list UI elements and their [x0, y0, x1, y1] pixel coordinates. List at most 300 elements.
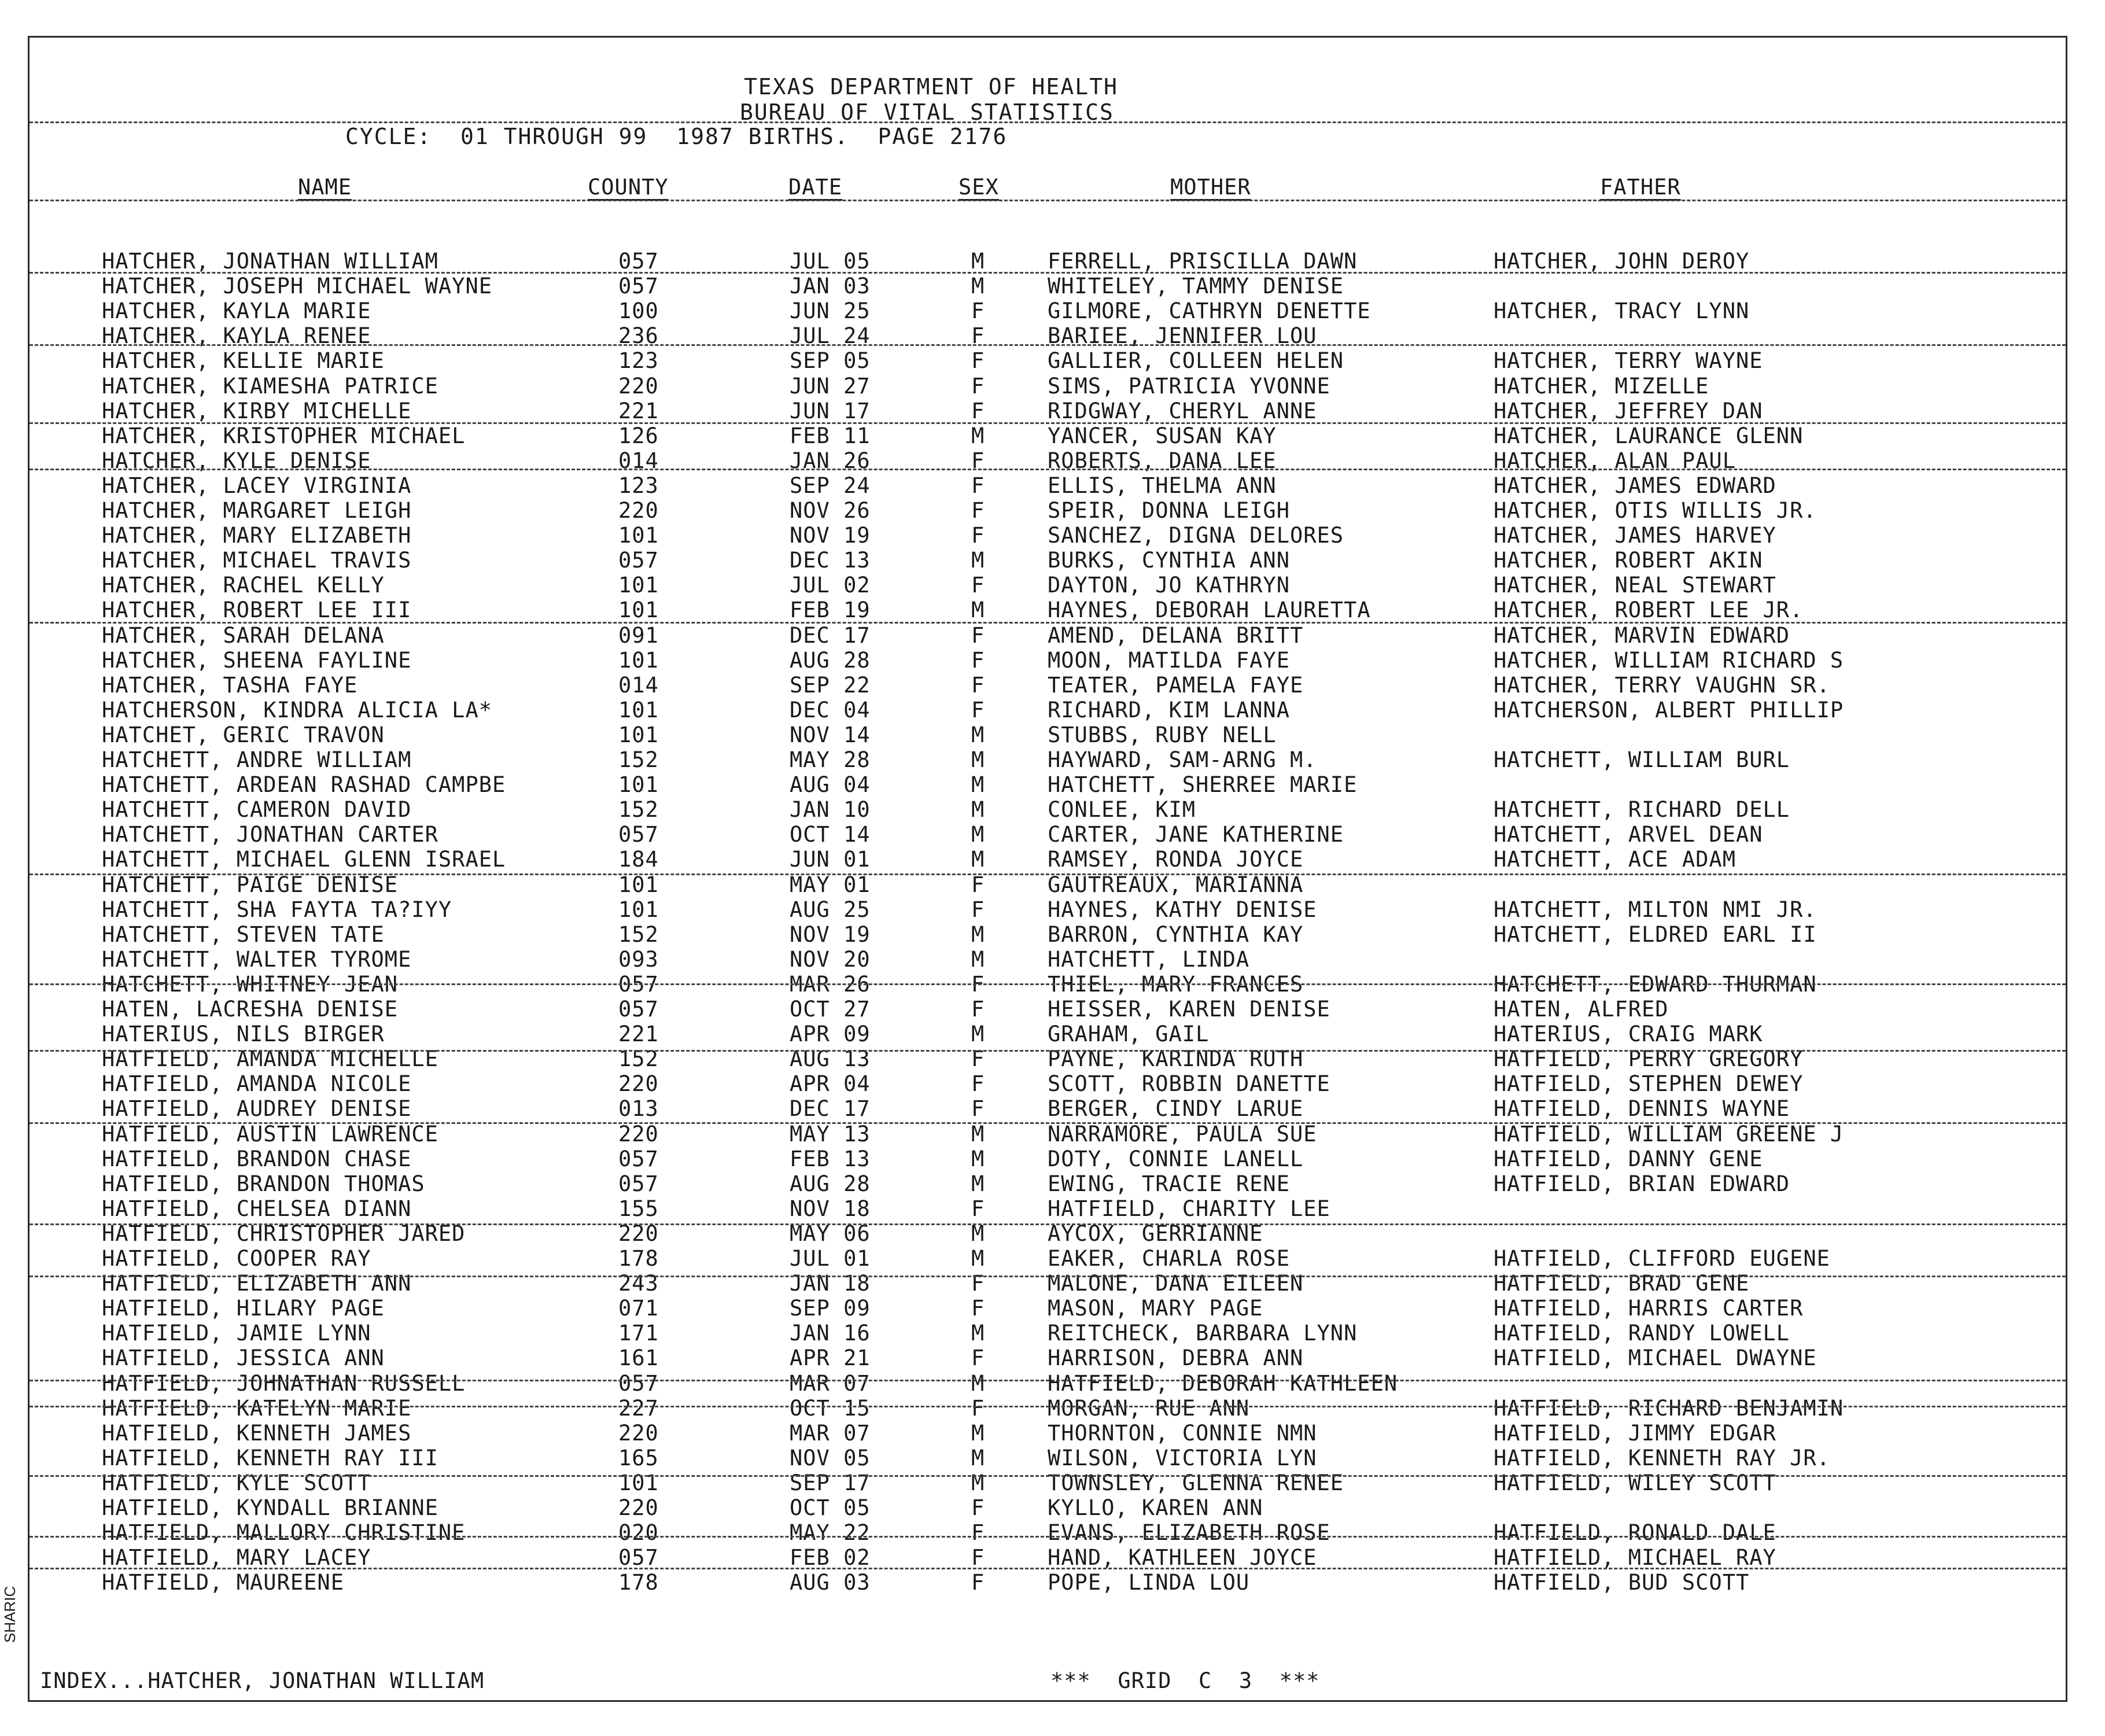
cell-sex: F [971, 298, 985, 324]
cell-county: 178 [618, 1570, 659, 1595]
cell-date: DEC 04 [790, 697, 871, 723]
column-header-date: DATE [788, 175, 843, 200]
cell-sex: M [971, 747, 985, 772]
cell-county: 093 [618, 946, 659, 972]
cell-date: MAR 07 [790, 1420, 871, 1446]
cell-date: JAN 18 [790, 1271, 871, 1296]
cell-sex: F [971, 1296, 985, 1321]
cell-county: 057 [618, 548, 659, 573]
cell-county: 057 [618, 274, 659, 299]
cell-sex: F [971, 1271, 985, 1296]
cell-name: HATFIELD, JAMIE LYNN [102, 1321, 371, 1346]
cell-name: HATFIELD, CHELSEA DIANN [102, 1196, 412, 1221]
cell-sex: M [971, 1146, 985, 1171]
cell-county: 057 [618, 971, 659, 997]
form-rule-line [30, 1223, 2066, 1225]
cell-name: HATCHER, KAYLA RENEE [102, 323, 371, 349]
cell-sex: F [971, 1395, 985, 1421]
cell-date: MAY 22 [790, 1520, 871, 1546]
cell-date: FEB 02 [790, 1545, 871, 1571]
cell-father: HATCHETT, MILTON NMI JR. [1494, 897, 1817, 922]
cell-mother: GILMORE, CATHRYN DENETTE [1048, 298, 1371, 324]
cell-mother: MOON, MATILDA FAYE [1048, 647, 1290, 673]
cell-father: HATCHER, MIZELLE [1494, 373, 1709, 399]
cell-mother: REITCHECK, BARBARA LYNN [1048, 1321, 1358, 1346]
cell-county: 101 [618, 598, 659, 623]
cell-sex: M [971, 1470, 985, 1495]
cell-mother: SIMS, PATRICIA YVONNE [1048, 373, 1330, 399]
column-header-sex: SEX [959, 175, 999, 200]
cell-date: SEP 22 [790, 672, 871, 698]
cell-sex: M [971, 598, 985, 623]
cell-name: HATCHER, MICHAEL TRAVIS [102, 548, 412, 573]
cell-date: AUG 25 [790, 897, 871, 922]
cell-sex: F [971, 498, 985, 523]
cell-date: MAY 28 [790, 747, 871, 772]
cell-father: HATCHER, JEFFREY DAN [1494, 398, 1763, 423]
form-rule-line [30, 422, 2066, 424]
cell-sex: M [971, 1445, 985, 1470]
form-rule-line [30, 121, 2066, 123]
cell-sex: M [971, 423, 985, 448]
cell-sex: M [971, 1171, 985, 1196]
cell-date: JUL 24 [790, 323, 871, 349]
cell-name: HATFIELD, CHRISTOPHER JARED [102, 1221, 466, 1246]
cell-mother: GRAHAM, GAIL [1048, 1022, 1210, 1047]
cell-father: HATCHER, ALAN PAUL [1494, 448, 1736, 473]
cell-name: HATCHER, JONATHAN WILLIAM [102, 249, 438, 274]
cell-mother: TEATER, PAMELA FAYE [1048, 672, 1304, 698]
cell-father: HATFIELD, RANDY LOWELL [1494, 1321, 1790, 1346]
cell-name: HATERIUS, NILS BIRGER [102, 1022, 385, 1047]
cell-name: HATCHETT, MICHAEL GLENN ISRAEL [102, 847, 506, 872]
cell-mother: HAYNES, DEBORAH LAURETTA [1048, 598, 1371, 623]
cell-name: HATFIELD, JOHNATHAN RUSSELL [102, 1370, 466, 1396]
cell-sex: M [971, 249, 985, 274]
cell-county: 091 [618, 622, 659, 648]
cell-father: HATCHETT, EDWARD THURMAN [1494, 971, 1817, 997]
cell-name: HATCHER, KELLIE MARIE [102, 348, 385, 374]
cell-name: HATFIELD, KYLE SCOTT [102, 1470, 371, 1495]
cell-father: HATCHER, NEAL STEWART [1494, 573, 1776, 598]
cell-county: 220 [618, 1071, 659, 1097]
cell-mother: BARIEE, JENNIFER LOU [1048, 323, 1317, 349]
cell-sex: M [971, 1370, 985, 1396]
cell-father: HATFIELD, DANNY GENE [1494, 1146, 1763, 1171]
cell-mother: MORGAN, RUE ANN [1048, 1395, 1250, 1421]
cell-date: FEB 11 [790, 423, 871, 448]
cell-date: OCT 05 [790, 1495, 871, 1520]
cell-name: HATCHETT, SHA FAYTA TA?IYY [102, 897, 452, 922]
cell-name: HATCHER, RACHEL KELLY [102, 573, 385, 598]
cell-name: HATFIELD, HILARY PAGE [102, 1296, 385, 1321]
cell-mother: HEISSER, KAREN DENISE [1048, 997, 1330, 1022]
form-rule-line [30, 1276, 2066, 1277]
cell-sex: M [971, 797, 985, 823]
side-tag: SHARIC [1, 1586, 19, 1643]
cell-mother: THORNTON, CONNIE NMN [1048, 1420, 1317, 1446]
cell-county: 101 [618, 772, 659, 798]
cell-date: DEC 17 [790, 622, 871, 648]
form-rule-line [30, 622, 2066, 624]
cell-father: HATCHETT, ELDRED EARL II [1494, 922, 1817, 947]
cell-name: HATFIELD, KYNDALL BRIANNE [102, 1495, 438, 1520]
cell-father: HATFIELD, MICHAEL DWAYNE [1494, 1346, 1817, 1371]
cell-mother: CONLEE, KIM [1048, 797, 1196, 823]
column-header-mother: MOTHER [1170, 175, 1251, 200]
cell-father: HATCHER, JAMES EDWARD [1494, 473, 1776, 498]
cell-county: 057 [618, 249, 659, 274]
cell-date: MAR 07 [790, 1370, 871, 1396]
cell-date: OCT 14 [790, 822, 871, 847]
cell-sex: F [971, 622, 985, 648]
cell-mother: HATCHETT, LINDA [1048, 946, 1250, 972]
cell-sex: M [971, 946, 985, 972]
cell-name: HATCHETT, WHITNEY JEAN [102, 971, 399, 997]
cell-name: HATFIELD, ELIZABETH ANN [102, 1271, 412, 1296]
cell-date: OCT 27 [790, 997, 871, 1022]
cell-sex: F [971, 872, 985, 897]
cell-mother: WHITELEY, TAMMY DENISE [1048, 274, 1344, 299]
cell-father: HATCHETT, RICHARD DELL [1494, 797, 1790, 823]
cell-father: HATCHER, ROBERT LEE JR. [1494, 598, 1804, 623]
cell-county: 101 [618, 1470, 659, 1495]
cell-sex: F [971, 573, 985, 598]
cell-mother: CARTER, JANE KATHERINE [1048, 822, 1344, 847]
cell-father: HATFIELD, RICHARD BENJAMIN [1494, 1395, 1844, 1421]
cell-name: HATCHERSON, KINDRA ALICIA LA* [102, 697, 493, 723]
cell-name: HATCHETT, JONATHAN CARTER [102, 822, 438, 847]
cell-sex: M [971, 1121, 985, 1147]
department-title: TEXAS DEPARTMENT OF HEALTH [744, 74, 1118, 99]
form-rule-line [30, 1475, 2066, 1477]
cell-sex: F [971, 1196, 985, 1221]
cell-date: SEP 17 [790, 1470, 871, 1495]
column-header-name: NAME [298, 175, 352, 200]
cell-sex: M [971, 1022, 985, 1047]
cell-date: SEP 05 [790, 348, 871, 374]
cell-date: NOV 19 [790, 922, 871, 947]
cell-name: HATCHER, JOSEPH MICHAEL WAYNE [102, 274, 493, 299]
cell-mother: KYLLO, KAREN ANN [1048, 1495, 1263, 1520]
cell-county: 152 [618, 797, 659, 823]
cell-mother: RAMSEY, RONDA JOYCE [1048, 847, 1304, 872]
cell-date: AUG 28 [790, 647, 871, 673]
cell-father: HATEN, ALFRED [1494, 997, 1669, 1022]
cell-date: APR 21 [790, 1346, 871, 1371]
cell-name: HATCHETT, WALTER TYROME [102, 946, 412, 972]
cell-county: 014 [618, 672, 659, 698]
cell-county: 101 [618, 523, 659, 548]
cell-county: 071 [618, 1296, 659, 1321]
cell-date: AUG 04 [790, 772, 871, 798]
cell-date: APR 04 [790, 1071, 871, 1097]
cell-date: JUL 01 [790, 1246, 871, 1271]
cell-name: HATCHER, ROBERT LEE III [102, 598, 412, 623]
cell-father: HATCHER, LAURANCE GLENN [1494, 423, 1804, 448]
cell-mother: STUBBS, RUBY NELL [1048, 722, 1277, 747]
cell-father: HATCHETT, WILLIAM BURL [1494, 747, 1790, 772]
cell-county: 184 [618, 847, 659, 872]
cell-name: HATCHER, SARAH DELANA [102, 622, 385, 648]
cell-father: HATFIELD, CLIFFORD EUGENE [1494, 1246, 1830, 1271]
cell-name: HATFIELD, MALLORY CHRISTINE [102, 1520, 466, 1546]
cell-date: AUG 03 [790, 1570, 871, 1595]
cell-date: JAN 26 [790, 448, 871, 473]
cell-date: FEB 19 [790, 598, 871, 623]
cell-county: 101 [618, 872, 659, 897]
cell-name: HATCHET, GERIC TRAVON [102, 722, 385, 747]
cell-sex: F [971, 523, 985, 548]
cell-county: 057 [618, 1171, 659, 1196]
cell-sex: F [971, 971, 985, 997]
cell-date: JUN 17 [790, 398, 871, 423]
cell-mother: ROBERTS, DANA LEE [1048, 448, 1277, 473]
cell-mother: NARRAMORE, PAULA SUE [1048, 1121, 1317, 1147]
cell-mother: HAND, KATHLEEN JOYCE [1048, 1545, 1317, 1571]
cell-sex: M [971, 922, 985, 947]
cell-county: 101 [618, 722, 659, 747]
cell-county: 221 [618, 1022, 659, 1047]
form-rule-line [30, 1406, 2066, 1407]
cell-name: HATFIELD, KATELYN MARIE [102, 1395, 412, 1421]
cell-date: MAY 06 [790, 1221, 871, 1246]
cell-sex: F [971, 897, 985, 922]
cell-name: HATFIELD, MAUREENE [102, 1570, 344, 1595]
form-rule-line [30, 344, 2066, 346]
cell-mother: HARRISON, DEBRA ANN [1048, 1346, 1304, 1371]
cell-father: HATFIELD, BRAD GENE [1494, 1271, 1750, 1296]
column-header-county: COUNTY [588, 175, 669, 200]
cell-mother: RIDGWAY, CHERYL ANNE [1048, 398, 1317, 423]
cell-name: HATFIELD, AUDREY DENISE [102, 1096, 412, 1122]
cell-county: 243 [618, 1271, 659, 1296]
cell-mother: DAYTON, JO KATHRYN [1048, 573, 1290, 598]
cell-father: HATCHERSON, ALBERT PHILLIP [1494, 697, 1844, 723]
cell-date: JUN 27 [790, 373, 871, 399]
cell-name: HATFIELD, KENNETH JAMES [102, 1420, 412, 1446]
cell-date: DEC 13 [790, 548, 871, 573]
cell-name: HATCHER, TASHA FAYE [102, 672, 358, 698]
cell-mother: BURKS, CYNTHIA ANN [1048, 548, 1290, 573]
cell-name: HATFIELD, MARY LACEY [102, 1545, 371, 1571]
cell-county: 155 [618, 1196, 659, 1221]
cell-name: HATCHER, KIAMESHA PATRICE [102, 373, 438, 399]
form-rule-line [30, 1050, 2066, 1052]
cell-mother: GALLIER, COLLEEN HELEN [1048, 348, 1344, 374]
cell-father: HATCHER, TERRY WAYNE [1494, 348, 1763, 374]
cell-date: NOV 20 [790, 946, 871, 972]
cell-mother: AMEND, DELANA BRITT [1048, 622, 1304, 648]
grid-footer: *** GRID C 3 *** [1050, 1668, 1320, 1693]
cell-name: HATCHER, SHEENA FAYLINE [102, 647, 412, 673]
cell-county: 220 [618, 498, 659, 523]
cell-mother: HATCHETT, SHERREE MARIE [1048, 772, 1358, 798]
cell-father: HATCHETT, ARVEL DEAN [1494, 822, 1763, 847]
cell-mother: EAKER, CHARLA ROSE [1048, 1246, 1290, 1271]
cell-sex: M [971, 822, 985, 847]
form-rule-line [30, 1536, 2066, 1538]
cell-date: JUN 25 [790, 298, 871, 324]
cell-sex: M [971, 1221, 985, 1246]
cell-name: HATCHER, MARY ELIZABETH [102, 523, 412, 548]
cell-father: HATCHER, TRACY LYNN [1494, 298, 1750, 324]
cell-name: HATEN, LACRESHA DENISE [102, 997, 399, 1022]
cell-mother: TOWNSLEY, GLENNA RENEE [1048, 1470, 1344, 1495]
cell-county: 057 [618, 822, 659, 847]
cell-county: 220 [618, 373, 659, 399]
form-rule-line [30, 1380, 2066, 1381]
cell-name: HATCHETT, ANDRE WILLIAM [102, 747, 412, 772]
cell-sex: M [971, 274, 985, 299]
cell-date: MAY 13 [790, 1121, 871, 1147]
cell-name: HATCHETT, STEVEN TATE [102, 922, 385, 947]
cell-mother: PAYNE, KARINDA RUTH [1048, 1046, 1304, 1072]
cell-name: HATCHETT, CAMERON DAVID [102, 797, 412, 823]
cell-father: HATCHER, OTIS WILLIS JR. [1494, 498, 1817, 523]
cell-mother: WILSON, VICTORIA LYN [1048, 1445, 1317, 1470]
cell-name: HATCHETT, PAIGE DENISE [102, 872, 399, 897]
cell-sex: F [971, 697, 985, 723]
cell-date: APR 09 [790, 1022, 871, 1047]
cell-sex: M [971, 847, 985, 872]
cell-county: 220 [618, 1420, 659, 1446]
cell-date: JAN 16 [790, 1321, 871, 1346]
cell-county: 123 [618, 348, 659, 374]
cell-county: 171 [618, 1321, 659, 1346]
cell-name: HATFIELD, AUSTIN LAWRENCE [102, 1121, 438, 1147]
cell-father: HATCHER, MARVIN EDWARD [1494, 622, 1790, 648]
cell-father: HATCHETT, ACE ADAM [1494, 847, 1736, 872]
cell-father: HATCHER, ROBERT AKIN [1494, 548, 1763, 573]
cell-name: HATCHER, KYLE DENISE [102, 448, 371, 473]
cell-county: 057 [618, 1146, 659, 1171]
cell-father: HATCHER, JOHN DEROY [1494, 249, 1750, 274]
cell-date: SEP 24 [790, 473, 871, 498]
cell-county: 123 [618, 473, 659, 498]
cell-father: HATCHER, JAMES HARVEY [1494, 523, 1776, 548]
cell-name: HATCHETT, ARDEAN RASHAD CAMPBE [102, 772, 506, 798]
cell-mother: SCOTT, ROBBIN DANETTE [1048, 1071, 1330, 1097]
cell-date: NOV 14 [790, 722, 871, 747]
cell-father: HATFIELD, HARRIS CARTER [1494, 1296, 1804, 1321]
cell-name: HATFIELD, KENNETH RAY III [102, 1445, 438, 1470]
cell-county: 220 [618, 1121, 659, 1147]
cell-sex: M [971, 548, 985, 573]
cell-father: HATFIELD, PERRY GREGORY [1494, 1046, 1804, 1072]
cell-county: 220 [618, 1495, 659, 1520]
cell-father: HATERIUS, CRAIG MARK [1494, 1022, 1763, 1047]
cell-mother: AYCOX, GERRIANNE [1048, 1221, 1263, 1246]
cell-mother: SANCHEZ, DIGNA DELORES [1048, 523, 1344, 548]
cell-father: HATFIELD, WILLIAM GREENE J [1494, 1121, 1844, 1147]
cell-mother: MASON, MARY PAGE [1048, 1296, 1263, 1321]
cell-date: NOV 05 [790, 1445, 871, 1470]
cell-mother: ELLIS, THELMA ANN [1048, 473, 1277, 498]
cell-date: AUG 13 [790, 1046, 871, 1072]
cell-county: 057 [618, 997, 659, 1022]
cell-county: 100 [618, 298, 659, 324]
cell-sex: F [971, 398, 985, 423]
cell-sex: F [971, 1495, 985, 1520]
cell-date: JUL 02 [790, 573, 871, 598]
cell-date: JUN 01 [790, 847, 871, 872]
cell-county: 101 [618, 573, 659, 598]
cell-name: HATFIELD, JESSICA ANN [102, 1346, 385, 1371]
cell-county: 236 [618, 323, 659, 349]
cell-mother: EWING, TRACIE RENE [1048, 1171, 1290, 1196]
form-rule-line [30, 469, 2066, 470]
cell-sex: F [971, 348, 985, 374]
cell-county: 014 [618, 448, 659, 473]
cell-sex: F [971, 373, 985, 399]
cell-father: HATCHER, TERRY VAUGHN SR. [1494, 672, 1830, 698]
cell-county: 178 [618, 1246, 659, 1271]
cell-name: HATCHER, KAYLA MARIE [102, 298, 371, 324]
cell-sex: F [971, 323, 985, 349]
index-footer: INDEX...HATCHER, JONATHAN WILLIAM [40, 1668, 485, 1693]
bureau-title: BUREAU OF VITAL STATISTICS [740, 99, 1114, 125]
cell-county: 020 [618, 1520, 659, 1546]
cell-date: NOV 19 [790, 523, 871, 548]
cell-father: HATFIELD, RONALD DALE [1494, 1520, 1776, 1546]
form-rule-line [30, 1122, 2066, 1124]
cell-name: HATFIELD, AMANDA NICOLE [102, 1071, 412, 1097]
cell-mother: HATFIELD, CHARITY LEE [1048, 1196, 1330, 1221]
cell-county: 152 [618, 1046, 659, 1072]
cell-sex: F [971, 1046, 985, 1072]
cell-mother: SPEIR, DONNA LEIGH [1048, 498, 1290, 523]
cell-county: 227 [618, 1395, 659, 1421]
cell-mother: DOTY, CONNIE LANELL [1048, 1146, 1304, 1171]
cell-county: 165 [618, 1445, 659, 1470]
cell-sex: M [971, 1246, 985, 1271]
cell-father: HATFIELD, MICHAEL RAY [1494, 1545, 1776, 1571]
cell-father: HATFIELD, STEPHEN DEWEY [1494, 1071, 1804, 1097]
cell-sex: F [971, 1346, 985, 1371]
form-rule-line [30, 200, 2066, 201]
cell-name: HATCHER, LACEY VIRGINIA [102, 473, 412, 498]
cell-mother: THIEL, MARY FRANCES [1048, 971, 1304, 997]
cell-father: HATFIELD, BUD SCOTT [1494, 1570, 1750, 1595]
cell-county: 101 [618, 897, 659, 922]
cell-mother: BERGER, CINDY LARUE [1048, 1096, 1304, 1122]
cell-county: 161 [618, 1346, 659, 1371]
cell-county: 013 [618, 1096, 659, 1122]
cell-county: 057 [618, 1370, 659, 1396]
cell-date: NOV 26 [790, 498, 871, 523]
cell-county: 152 [618, 747, 659, 772]
cell-sex: F [971, 448, 985, 473]
cycle-line: CYCLE: 01 THROUGH 99 1987 BIRTHS. PAGE 2176 [345, 124, 1008, 149]
cell-date: MAR 26 [790, 971, 871, 997]
cell-name: HATCHER, KRISTOPHER MICHAEL [102, 423, 466, 448]
cell-sex: M [971, 1321, 985, 1346]
cell-county: 101 [618, 647, 659, 673]
cell-sex: F [971, 1096, 985, 1122]
cell-county: 220 [618, 1221, 659, 1246]
cell-name: HATFIELD, BRANDON CHASE [102, 1146, 412, 1171]
cell-mother: MALONE, DANA EILEEN [1048, 1271, 1304, 1296]
form-rule-line [30, 983, 2066, 985]
cell-mother: HATFIELD, DEBORAH KATHLEEN [1048, 1370, 1398, 1396]
cell-name: HATCHER, KIRBY MICHELLE [102, 398, 412, 423]
cell-mother: YANCER, SUSAN KAY [1048, 423, 1277, 448]
cell-mother: POPE, LINDA LOU [1048, 1570, 1250, 1595]
cell-father: HATFIELD, BRIAN EDWARD [1494, 1171, 1790, 1196]
cell-county: 057 [618, 1545, 659, 1571]
cell-sex: F [971, 647, 985, 673]
